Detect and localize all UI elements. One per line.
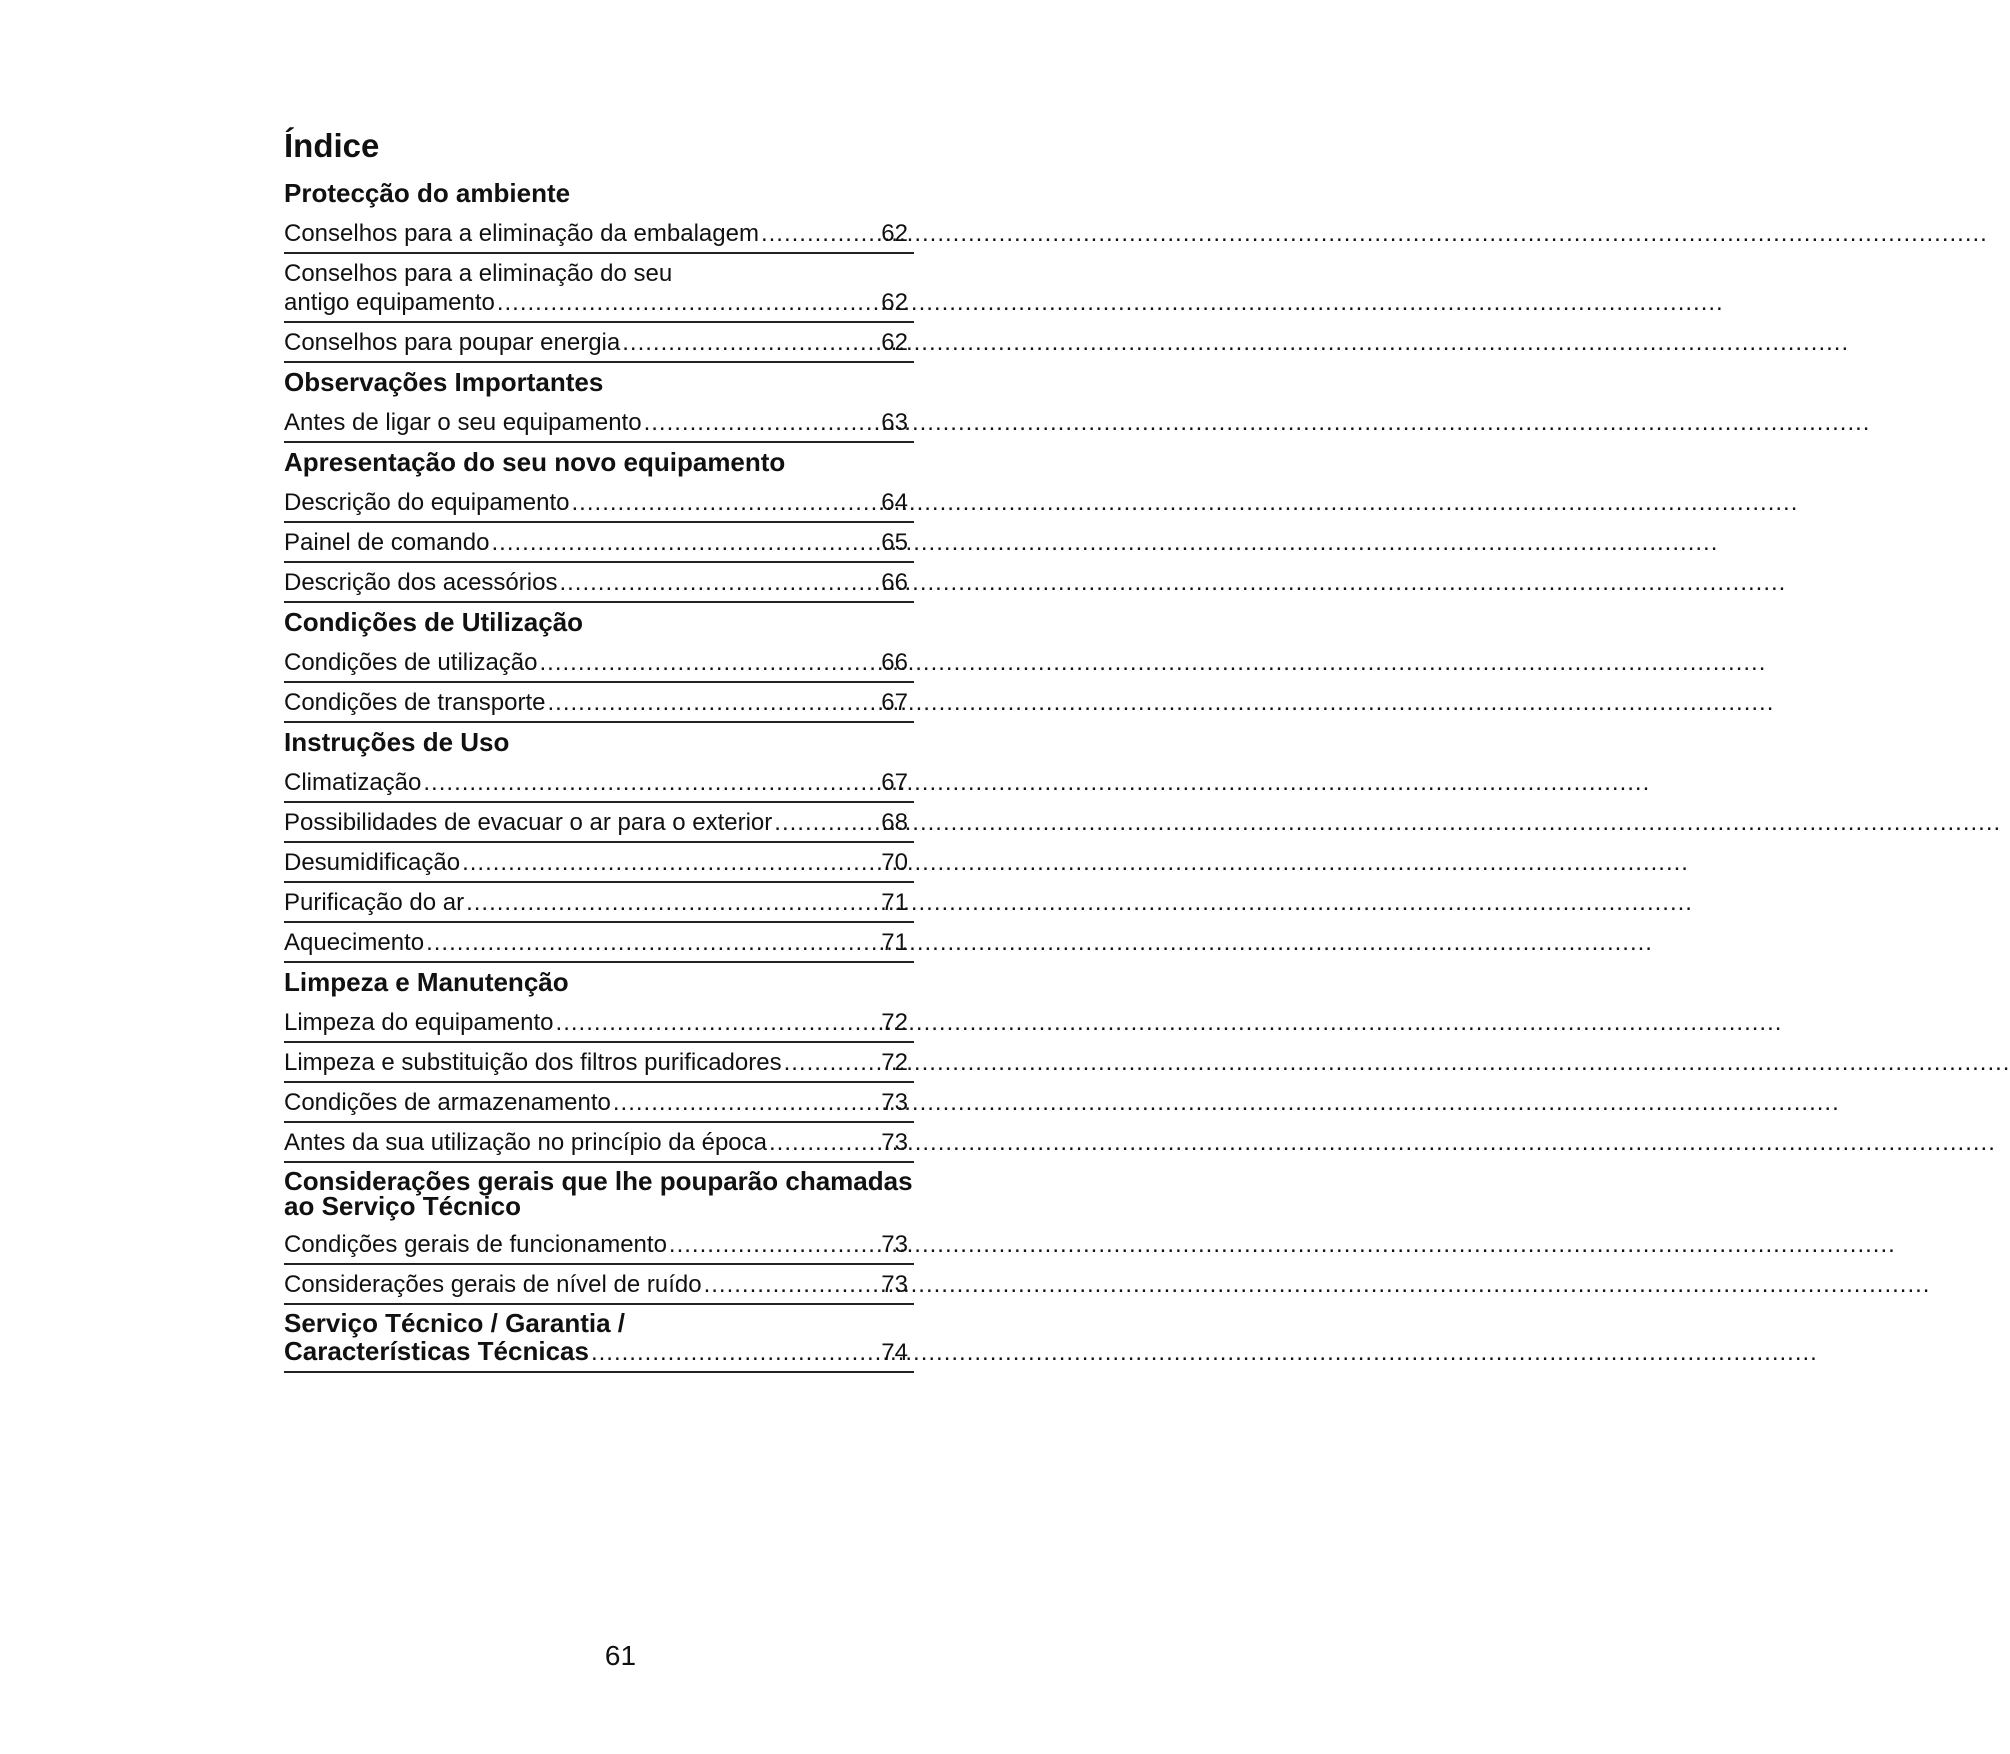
dot-leader	[559, 568, 879, 597]
toc-entry-page: 65	[881, 529, 908, 556]
toc-entry-label-line1: Serviço Técnico / Garantia /	[284, 1308, 626, 1338]
dot-leader	[497, 288, 879, 317]
toc-entry[interactable]	[284, 1123, 914, 1163]
toc-entry-label: Condições gerais de funcionamento	[284, 1231, 667, 1258]
dot-leader	[556, 1008, 880, 1037]
page-title: Índice	[284, 127, 380, 164]
toc-section	[284, 603, 914, 723]
toc-section	[284, 1163, 914, 1305]
toc-entry-page: 67	[881, 689, 908, 716]
toc-entry-row	[284, 768, 914, 797]
toc-entry[interactable]	[284, 923, 914, 963]
section-heading: Limpeza e Manutenção	[284, 967, 569, 997]
toc-entry-page: 71	[881, 929, 908, 956]
toc-entry-label: Antes de ligar o seu equipamento	[284, 409, 642, 436]
page-number: 61	[604, 1640, 637, 1671]
toc-entry-page: 72	[881, 1049, 908, 1076]
toc-entry-page: 73	[881, 1271, 908, 1298]
toc-entry-page: 72	[881, 1009, 908, 1036]
dot-leader	[774, 808, 879, 837]
toc-entry[interactable]	[284, 843, 914, 883]
toc-entry[interactable]	[284, 403, 914, 443]
toc-entry-label-line1: Conselhos para a eliminação do seu	[284, 260, 673, 287]
toc-entry-label: Climatização	[284, 769, 422, 796]
toc-entry-page: 62	[881, 289, 908, 316]
dot-leader	[704, 1270, 880, 1299]
dot-leader	[548, 688, 880, 717]
dot-leader	[613, 1088, 879, 1117]
toc-entry[interactable]	[284, 214, 914, 254]
dot-leader	[466, 888, 879, 917]
dot-leader	[491, 528, 879, 557]
section-heading: Condições de Utilização	[284, 607, 584, 637]
toc-entry-label: Conselhos para a eliminação da embalagem	[284, 220, 759, 247]
toc-entry-row	[284, 1337, 914, 1367]
toc-entry[interactable]	[284, 883, 914, 923]
toc-entry-row	[284, 688, 914, 717]
dot-leader	[426, 928, 879, 957]
toc-entry[interactable]	[284, 763, 914, 803]
toc-section	[284, 723, 914, 963]
toc-entry-label: Características Técnicas	[284, 1336, 589, 1366]
toc-entry-row	[284, 528, 914, 557]
toc-entry[interactable]	[284, 1225, 914, 1265]
toc-entry[interactable]	[284, 1003, 914, 1043]
dot-leader	[622, 328, 879, 357]
toc-entry-row	[284, 848, 914, 877]
toc-entry-label: Condições de utilização	[284, 649, 538, 676]
toc-entry-page: 64	[881, 489, 908, 516]
toc-entry-row	[284, 1048, 914, 1077]
dot-leader	[761, 219, 879, 248]
toc-entry-row	[284, 1270, 914, 1299]
toc-entry-row	[284, 1088, 914, 1117]
toc-entry-row	[284, 408, 914, 437]
table-of-contents	[284, 118, 914, 1373]
toc-entry-page: 63	[881, 409, 908, 436]
toc-entry-label: Condições de armazenamento	[284, 1089, 611, 1116]
dot-leader	[591, 1339, 879, 1367]
toc-sections	[284, 174, 914, 1305]
toc-entry-row	[284, 648, 914, 677]
dot-leader	[572, 488, 880, 517]
toc-entry-page: 73	[881, 1231, 908, 1258]
toc-section	[284, 363, 914, 443]
toc-entry[interactable]	[284, 563, 914, 603]
dot-leader	[462, 848, 879, 877]
section-heading: Apresentação do seu novo equipamento	[284, 447, 786, 477]
section-heading: Protecção do ambiente	[284, 178, 571, 208]
toc-entry-page: 74	[881, 1339, 908, 1366]
toc-entry-row	[284, 219, 914, 248]
toc-entry-row	[284, 1230, 914, 1259]
toc-entry[interactable]	[284, 323, 914, 363]
toc-entry-label: antigo equipamento	[284, 289, 495, 316]
toc-section	[284, 963, 914, 1163]
toc-entry-label: Considerações gerais de nível de ruído	[284, 1271, 702, 1298]
dot-leader	[769, 1128, 879, 1157]
toc-entry-label: Conselhos para poupar energia	[284, 329, 621, 356]
toc-entry-label: Desumidificação	[284, 849, 461, 876]
toc-entry-page: 70	[881, 849, 908, 876]
toc-entry[interactable]	[284, 523, 914, 563]
toc-entry[interactable]	[284, 643, 914, 683]
toc-entry-label: Possibilidades de evacuar o ar para o exterior	[284, 809, 773, 836]
toc-entry-label: Descrição do equipamento	[284, 489, 570, 516]
toc-entry[interactable]	[284, 1265, 914, 1305]
toc-entry[interactable]	[284, 683, 914, 723]
toc-entry[interactable]	[284, 254, 914, 323]
toc-entry-page: 71	[881, 889, 908, 916]
toc-entry-row	[284, 928, 914, 957]
section-heading: Observações Importantes	[284, 367, 604, 397]
toc-entry-label: Painel de comando	[284, 529, 490, 556]
toc-entry-page: 68	[881, 809, 908, 836]
toc-entry-label: Descrição dos acessórios	[284, 569, 558, 596]
toc-entry-label: Antes da sua utilização no princípio da época	[284, 1129, 767, 1156]
dot-leader	[784, 1048, 880, 1077]
toc-entry-label: Limpeza do equipamento	[284, 1009, 554, 1036]
toc-entry-page: 66	[881, 649, 908, 676]
toc-entry[interactable]	[284, 1083, 914, 1123]
toc-entry-row	[284, 488, 914, 517]
toc-entry-row	[284, 328, 914, 357]
dot-leader	[423, 768, 879, 797]
toc-entry-label: Purificação do ar	[284, 889, 465, 916]
toc-section	[284, 443, 914, 603]
section-heading: Instruções de Uso	[284, 727, 510, 757]
toc-entry-row	[284, 888, 914, 917]
toc-entry-row	[284, 1128, 914, 1157]
toc-entry-page: 62	[881, 329, 908, 356]
toc-entry-page: 67	[881, 769, 908, 796]
dot-leader	[669, 1230, 879, 1259]
toc-entry-row	[284, 1008, 914, 1037]
toc-entry-label: Aquecimento	[284, 929, 425, 956]
toc-entry[interactable]	[284, 1043, 914, 1083]
toc-entry-page: 73	[881, 1089, 908, 1116]
toc-entry-page: 66	[881, 569, 908, 596]
toc-section	[284, 174, 914, 363]
toc-entry-label: Condições de transporte	[284, 689, 546, 716]
toc-entry-page: 62	[881, 220, 908, 247]
toc-entry-row	[284, 568, 914, 597]
toc-entry-service[interactable]	[284, 1305, 914, 1373]
toc-entry-row	[284, 288, 914, 317]
toc-entry[interactable]	[284, 483, 914, 523]
toc-entry[interactable]	[284, 803, 914, 843]
toc-entry-page: 73	[881, 1129, 908, 1156]
dot-leader	[540, 648, 880, 677]
section-heading: Considerações gerais que lhe pouparão chamadas ao Serviço Técnico	[284, 1166, 913, 1221]
dot-leader	[644, 408, 880, 437]
toc-entry-row	[284, 808, 914, 837]
toc-entry-label: Limpeza e substituição dos filtros purificadores	[284, 1049, 782, 1076]
